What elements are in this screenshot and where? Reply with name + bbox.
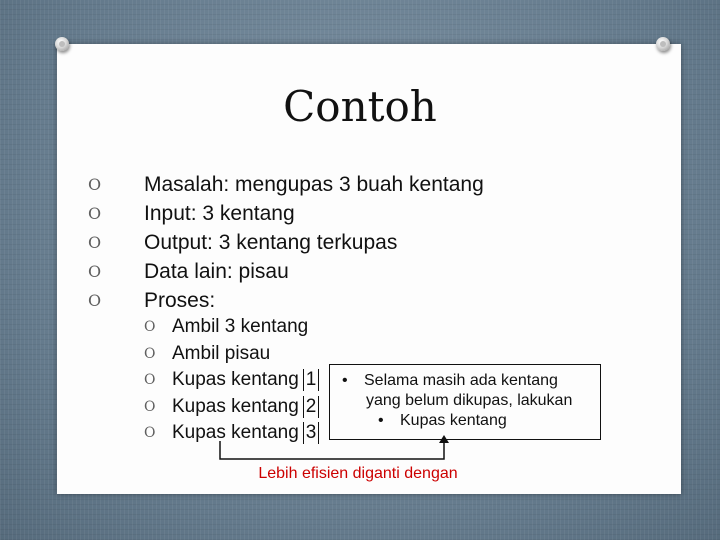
bullet-item: O Proses: [88,286,484,315]
pushpin-icon [656,37,670,51]
note-line: • Selama masih ada kentang [342,372,558,389]
sub-bullet-item: O Ambil 3 kentang [144,314,319,341]
slide-title: Contoh [283,82,437,131]
sub-bullet-marker: O [144,372,156,388]
note-line: • Kupas kentang [378,412,507,429]
loop-note-box [329,364,601,440]
bullet-item: O Masalah: mengupas 3 buah kentang [88,170,484,199]
note-bullet: • [342,372,348,389]
sub-bullet-marker: O [144,425,156,441]
bullet-item: O Input: 3 kentang [88,199,484,228]
sub-bullet-marker: O [144,398,156,415]
sub-bullet-item: O Kupas kentang 1 [144,367,319,394]
pushpin-icon [55,37,69,51]
bullet-item: O Data lain: pisau [88,257,484,286]
bullet-item: O Output: 3 kentang terkupas [88,228,484,257]
step-number: 3 [303,422,320,444]
bullet-list [88,170,484,315]
note-bullet: • [378,412,384,429]
footer-caption: Lebih efisien diganti dengan [258,465,458,482]
sub-bullet-marker: O [144,345,156,362]
note-line: yang belum dikupas, lakukan [366,392,573,409]
sub-bullet-list [144,314,319,447]
step-number: 2 [303,396,320,418]
bullet-marker: O [88,204,102,223]
bullet-marker: O [88,233,102,252]
bullet-marker: O [88,175,102,194]
bullet-marker: O [88,291,102,310]
sub-bullet-marker: O [144,319,156,335]
sub-bullet-item: O Ambil pisau [144,341,319,368]
sub-bullet-item: O Kupas kentang 2 [144,394,319,421]
sub-bullet-item: O Kupas kentang 3 [144,420,319,447]
step-number: 1 [303,369,320,391]
bullet-marker: O [88,262,102,281]
